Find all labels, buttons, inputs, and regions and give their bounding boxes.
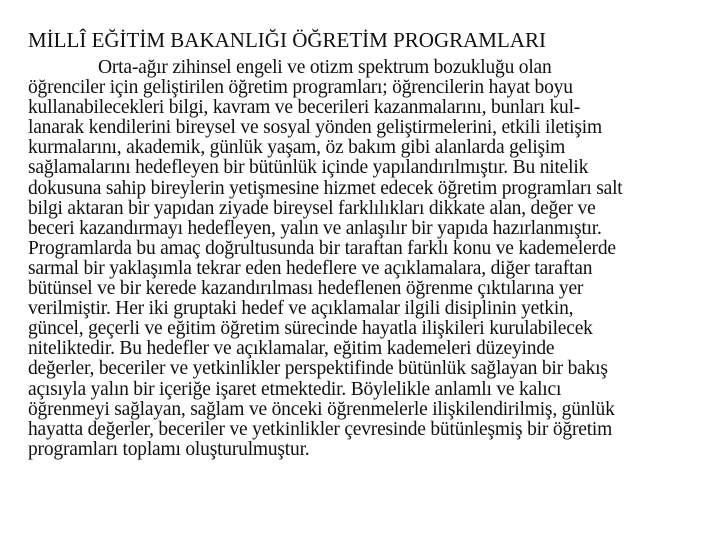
paragraph-line: hayatta değerler, beceriler ve yetkinlikler çevresinde bütünleşmiş bir öğretim [28,418,613,440]
paragraph-line: beceri kazandırmayı hedefleyen, yalın ve anlaşılır bir yapıda hazırlanmıştır. [28,217,602,239]
paragraph-line: programları toplamı oluşturulmuştur. [28,438,310,460]
paragraph-line: bütünsel ve bir kerede kazandırılması hedeflenen öğrenme çıktılarına yer [28,278,584,300]
paragraph-line: kullanabilecekleri bilgi, kavram ve becerileri kazanmalarını, bunları kul- [28,97,581,119]
paragraph-line: lanarak kendilerini bireysel ve sosyal yönden geliştirmelerini, etkili iletişim [28,117,602,139]
paragraph-line: dokusuna sahip bireylerin yetişmesine hizmet edecek öğretim programları salt [28,177,623,199]
paragraph-line: açısıyla yalın bir içeriğe işaret etmektedir. Böylelikle anlamlı ve kalıcı [28,378,562,400]
paragraph-line: Programlarda bu amaç doğrultusunda bir taraftan farklı konu ve kademelerde [28,237,616,259]
paragraph-line: Orta-ağır zihinsel engeli ve otizm spektrum bozukluğu olan [98,57,552,78]
paragraph-line: niteliktedir. Bu hedefler ve açıklamalar, eğitim kademeleri düzeyinde [28,338,555,360]
paragraph-line: öğrenciler için geliştirilen öğretim programları; öğrencilerin hayat boyu [28,77,573,99]
body-paragraph [28,58,623,460]
paragraph-line: kurmalarını, akademik, günlük yaşam, öz bakım gibi alanlarda gelişim [28,137,566,159]
paragraph-line: bilgi aktaran bir yapıdan ziyade bireysel farklılıkları dikkate alan, değer ve [28,197,596,219]
paragraph-line: öğrenmeyi sağlayan, sağlam ve önceki öğrenmelerle ilişkilendirilmiş, günlük [28,398,615,420]
paragraph-line: sarmal bir yaklaşımla tekrar eden hedeflere ve açıklamalara, diğer taraftan [28,257,593,279]
paragraph-line: verilmiştir. Her iki gruptaki hedef ve açıklamalar ilgili disiplinin yetkin, [28,298,574,320]
paragraph-line: sağlamalarını hedefleyen bir bütünlük içinde yapılandırılmıştır. Bu nitelik [28,157,589,179]
paragraph-line: değerler, beceriler ve yetkinlikler perspektifinde bütünlük sağlayan bir bakış [28,358,608,380]
page-title: MİLLÎ EĞİTİM BAKANLIĞI ÖĞRETİM PROGRAMLARI [28,28,546,52]
paragraph-line: güncel, geçerli ve eğitim öğretim sürecinde hayatla ilişkileri kurulabilecek [28,318,593,340]
